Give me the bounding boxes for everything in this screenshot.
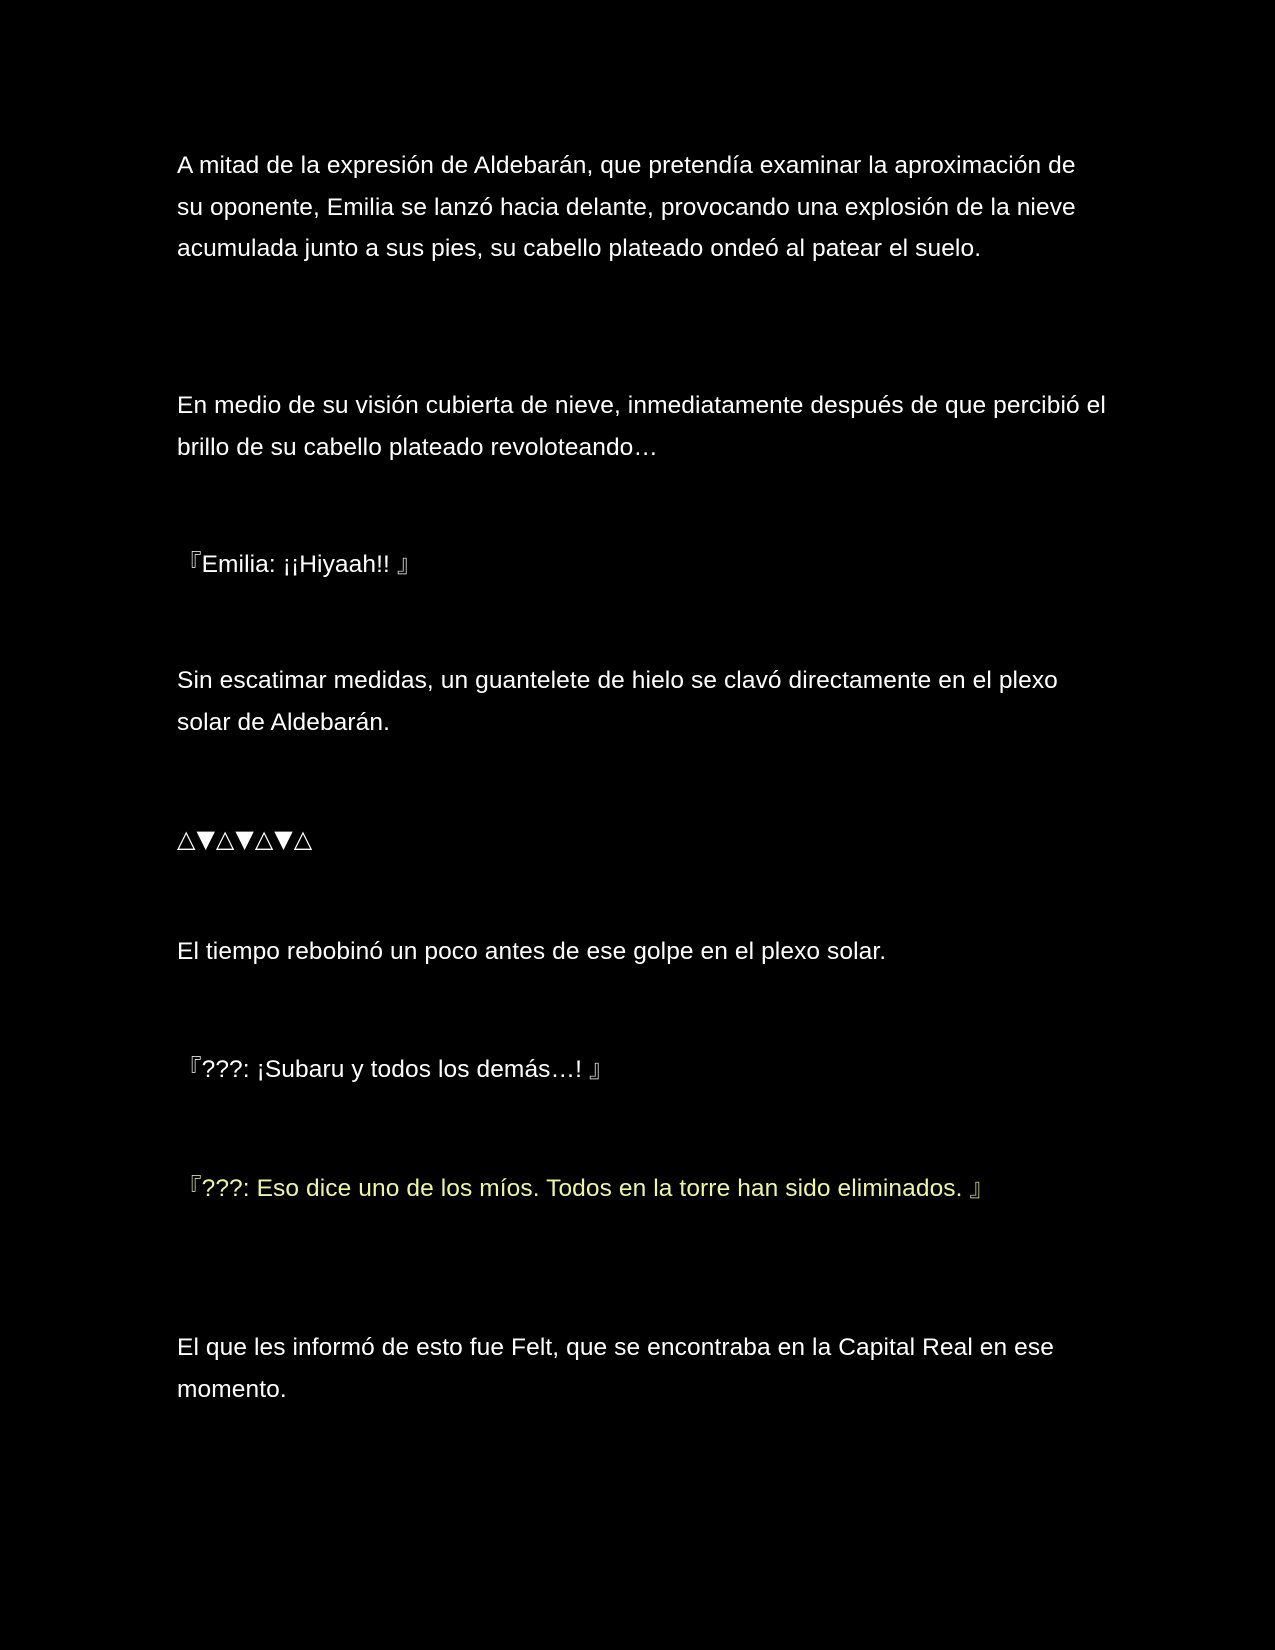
- paragraph-time-rewind: El tiempo rebobinó un poco antes de ese golpe en el plexo solar.: [177, 938, 887, 965]
- paragraph-snow-vision: En medio de su visión cubierta de nieve, inmediatamente después de que percibió el brillo de su cabello plateado revoloteando…: [177, 392, 1113, 461]
- dialogue-unknown-tower-highlighted: 『???: Eso dice uno de los míos. Todos en la torre han sido eliminados. 』: [177, 1175, 995, 1202]
- paragraph-ice-gauntlet: Sin escatimar medidas, un guantelete de hielo se clavó directamente en el plexo solar de Aldebarán.: [177, 667, 1065, 736]
- dialogue-unknown-subaru: 『???: ¡Subaru y todos los demás…! 』: [177, 1056, 614, 1083]
- scene-break-divider: △▼△▼△▼△: [177, 825, 314, 853]
- dialogue-emilia: 『Emilia: ¡¡Hiyaah!! 』: [177, 551, 422, 578]
- paragraph-felt-report: El que les informó de esto fue Felt, que se encontraba en la Capital Real en ese momento.: [177, 1334, 1061, 1403]
- paragraph-emilia-charge: A mitad de la expresión de Aldebarán, que pretendía examinar la aproximación de su oponente, Emilia se lanzó hacia delante, provocando una explosión de la nieve acumulada junto a sus pies, su cabello plateado ondeó al patear el suelo.: [177, 152, 1083, 262]
